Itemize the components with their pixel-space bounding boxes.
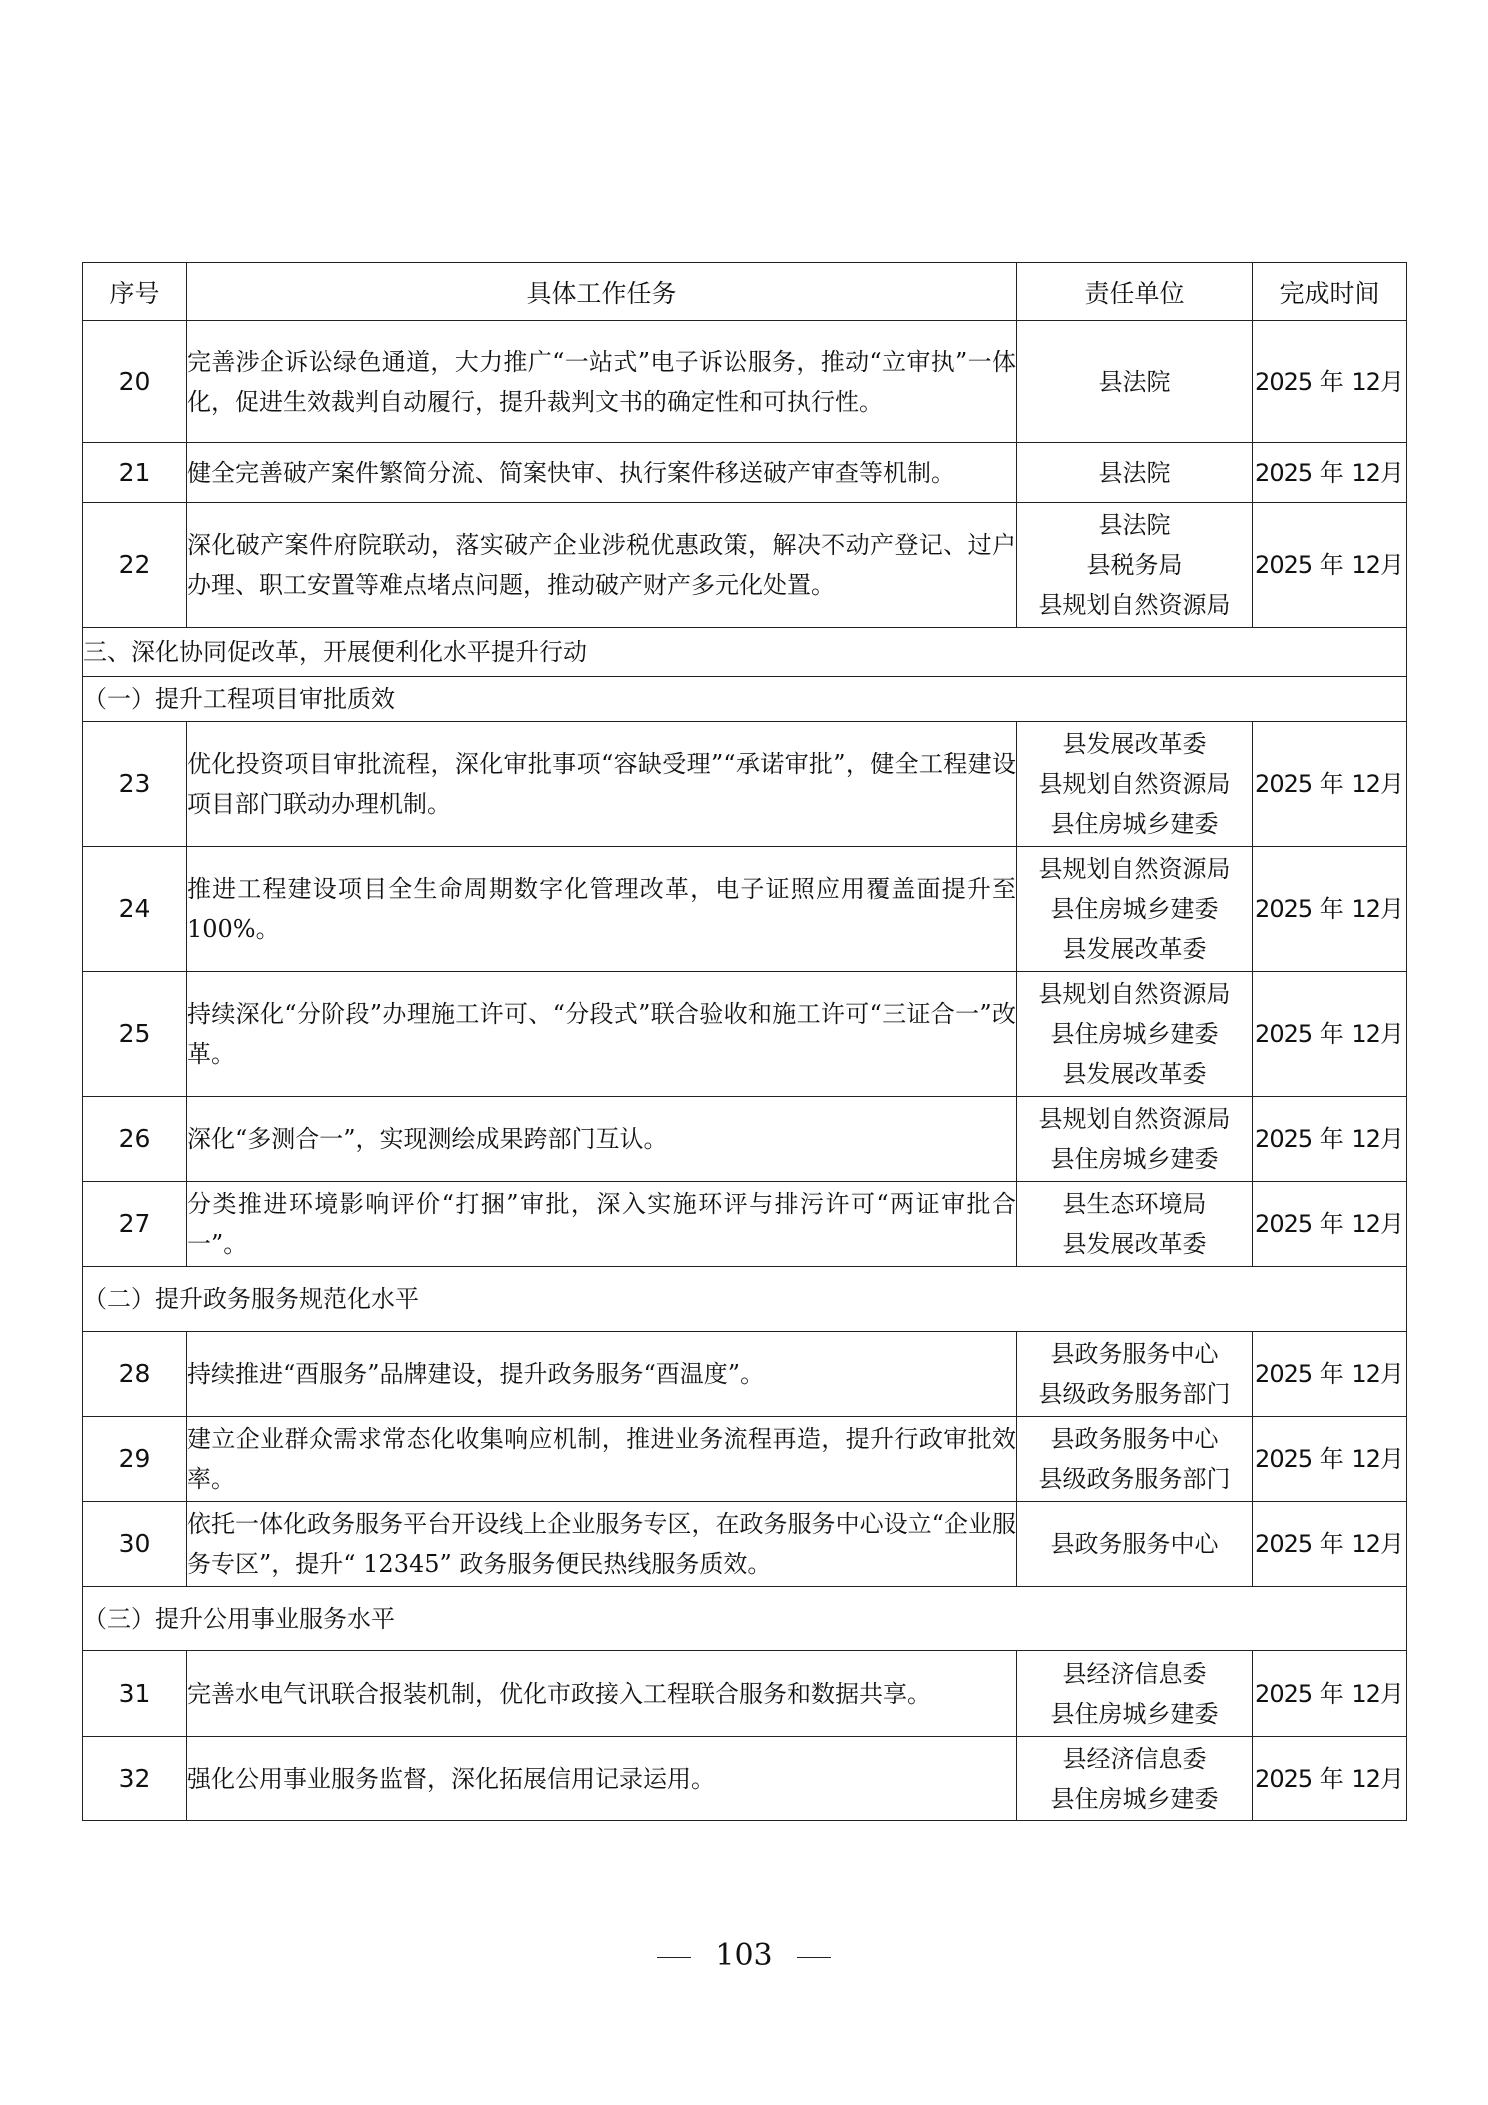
responsible-units [1017, 1417, 1253, 1502]
task-description: 强化公用事业服务监督，深化拓展信用记录运用。 [187, 1737, 1017, 1821]
responsible-unit: 县法院 [1098, 511, 1171, 539]
task-number: 31 [83, 1651, 187, 1737]
time-year: 2025 [1255, 770, 1313, 798]
page-number: 103 [715, 1938, 773, 1973]
completion-time [1253, 1502, 1407, 1587]
responsible-unit: 县规划自然资源局 [1038, 855, 1231, 883]
task-description: 深化“多测合一”，实现测绘成果跨部门互认。 [187, 1097, 1017, 1182]
responsible-unit: 县住房城乡建委 [1050, 1699, 1219, 1728]
time-month: 12 [1351, 1210, 1380, 1238]
table-row [83, 1417, 1407, 1502]
responsible-unit: 县经济信息委 [1062, 1744, 1207, 1773]
time-month: 12 [1351, 458, 1380, 487]
time-month-suffix: 月 [1379, 1679, 1404, 1708]
responsible-unit: 县政务服务中心 [1050, 1425, 1219, 1453]
page-footer [0, 1938, 1488, 1973]
responsible-units [1017, 722, 1253, 847]
responsible-unit: 县发展改革委 [1062, 730, 1207, 758]
time-month-suffix: 月 [1379, 1764, 1404, 1793]
section-heading: （三）提升公用事业服务水平 [83, 1587, 1407, 1651]
table-row [83, 443, 1407, 503]
responsible-unit: 县规划自然资源局 [1038, 1105, 1231, 1133]
responsible-unit: 县规划自然资源局 [1038, 591, 1231, 619]
responsible-unit: 县规划自然资源局 [1038, 980, 1231, 1008]
time-year-suffix: 年 [1319, 458, 1344, 487]
time-month: 12 [1351, 895, 1380, 923]
time-month: 12 [1351, 770, 1380, 798]
task-description: 深化破产案件府院联动，落实破产企业涉税优惠政策，解决不动产登记、过户办理、职工安置等难点堵点问题，推动破产财产多元化处置。 [187, 503, 1017, 628]
task-number: 22 [83, 503, 187, 628]
time-month: 12 [1351, 1445, 1380, 1473]
time-year: 2025 [1255, 1020, 1313, 1048]
responsible-unit: 县规划自然资源局 [1038, 770, 1231, 798]
time-year-suffix: 年 [1319, 1679, 1344, 1708]
time-year: 2025 [1255, 1360, 1313, 1388]
section-row [83, 1587, 1407, 1651]
time-year-suffix: 年 [1319, 551, 1344, 579]
task-table [82, 262, 1407, 1821]
time-month: 12 [1351, 1530, 1380, 1558]
responsible-units [1017, 1182, 1253, 1267]
time-month: 12 [1351, 1020, 1380, 1048]
section-heading: （二）提升政务服务规范化水平 [83, 1267, 1407, 1332]
task-number: 25 [83, 972, 187, 1097]
header-no: 序号 [83, 263, 187, 321]
completion-time [1253, 321, 1407, 443]
time-month: 12 [1351, 551, 1380, 579]
time-year: 2025 [1255, 1125, 1313, 1153]
completion-time [1253, 1182, 1407, 1267]
completion-time [1253, 1737, 1407, 1821]
time-month-suffix: 月 [1379, 367, 1404, 396]
task-description: 分类推进环境影响评价“打捆”审批，深入实施环评与排污许可“两证审批合一”。 [187, 1182, 1017, 1267]
header-task: 具体工作任务 [187, 263, 1017, 321]
section-row [83, 628, 1407, 677]
responsible-unit: 县法院 [1098, 367, 1171, 396]
responsible-units [1017, 1332, 1253, 1417]
time-month-suffix: 月 [1379, 895, 1404, 923]
table-row [83, 1737, 1407, 1821]
completion-time [1253, 1651, 1407, 1737]
completion-time [1253, 503, 1407, 628]
section-heading: 三、深化协同促改革，开展便利化水平提升行动 [83, 628, 1407, 677]
table-row [83, 1651, 1407, 1737]
completion-time [1253, 1332, 1407, 1417]
time-year-suffix: 年 [1319, 367, 1344, 396]
footer-dash-right [797, 1957, 831, 1958]
time-month-suffix: 月 [1379, 458, 1404, 487]
completion-time [1253, 972, 1407, 1097]
responsible-unit: 县级政务服务部门 [1038, 1380, 1231, 1408]
completion-time [1253, 847, 1407, 972]
time-month-suffix: 月 [1379, 1445, 1404, 1473]
responsible-unit: 县法院 [1098, 458, 1171, 487]
time-year: 2025 [1255, 367, 1313, 396]
time-year: 2025 [1255, 1210, 1313, 1238]
responsible-unit: 县住房城乡建委 [1050, 1784, 1219, 1813]
table-row [83, 847, 1407, 972]
time-year: 2025 [1255, 458, 1313, 487]
time-month: 12 [1351, 1360, 1380, 1388]
section-row [83, 1267, 1407, 1332]
time-year-suffix: 年 [1319, 770, 1344, 798]
responsible-units [1017, 1097, 1253, 1182]
responsible-units [1017, 443, 1253, 503]
responsible-unit: 县级政务服务部门 [1038, 1465, 1231, 1493]
task-number: 28 [83, 1332, 187, 1417]
time-year-suffix: 年 [1319, 1020, 1344, 1048]
task-number: 29 [83, 1417, 187, 1502]
table-row [83, 722, 1407, 847]
responsible-unit: 县政务服务中心 [1050, 1530, 1219, 1558]
time-month: 12 [1351, 367, 1380, 396]
responsible-unit: 县住房城乡建委 [1050, 1145, 1219, 1173]
time-year-suffix: 年 [1319, 1530, 1344, 1558]
time-year-suffix: 年 [1319, 1360, 1344, 1388]
time-year-suffix: 年 [1319, 1210, 1344, 1238]
task-description: 持续深化“分阶段”办理施工许可、“分段式”联合验收和施工许可“三证合一”改革。 [187, 972, 1017, 1097]
time-year: 2025 [1255, 551, 1313, 579]
responsible-units [1017, 847, 1253, 972]
table-row [83, 1182, 1407, 1267]
responsible-units [1017, 972, 1253, 1097]
time-month: 12 [1351, 1764, 1380, 1793]
table-row [83, 972, 1407, 1097]
task-description: 完善水电气讯联合报装机制，优化市政接入工程联合服务和数据共享。 [187, 1651, 1017, 1737]
responsible-unit: 县发展改革委 [1062, 1060, 1207, 1088]
time-year: 2025 [1255, 1530, 1313, 1558]
table-row [83, 321, 1407, 443]
time-month-suffix: 月 [1379, 1020, 1404, 1048]
responsible-unit: 县住房城乡建委 [1050, 895, 1219, 923]
table-row [83, 1332, 1407, 1417]
time-year: 2025 [1255, 1679, 1313, 1708]
task-description: 完善涉企诉讼绿色通道，大力推广“一站式”电子诉讼服务，推动“立审执”一体化，促进生效裁判自动履行，提升裁判文书的确定性和可执行性。 [187, 321, 1017, 443]
time-month-suffix: 月 [1379, 770, 1404, 798]
section-row [83, 677, 1407, 722]
completion-time [1253, 1097, 1407, 1182]
responsible-units [1017, 1502, 1253, 1587]
responsible-units [1017, 321, 1253, 443]
time-year: 2025 [1255, 1764, 1313, 1793]
time-year-suffix: 年 [1319, 1125, 1344, 1153]
table-body [83, 321, 1407, 1821]
section-heading: （一）提升工程项目审批质效 [83, 677, 1407, 722]
responsible-unit: 县税务局 [1086, 551, 1183, 579]
task-description: 依托一体化政务服务平台开设线上企业服务专区，在政务服务中心设立“企业服务专区”，提升“ 12345” 政务服务便民热线服务质效。 [187, 1502, 1017, 1587]
task-number: 23 [83, 722, 187, 847]
time-year-suffix: 年 [1319, 895, 1344, 923]
time-year: 2025 [1255, 1445, 1313, 1473]
responsible-unit: 县政务服务中心 [1050, 1340, 1219, 1368]
responsible-unit: 县生态环境局 [1062, 1190, 1207, 1218]
footer-dash-left [657, 1957, 691, 1958]
time-month-suffix: 月 [1379, 1210, 1404, 1238]
table-header-row [83, 263, 1407, 321]
task-description: 推进工程建设项目全生命周期数字化管理改革，电子证照应用覆盖面提升至 100%。 [187, 847, 1017, 972]
completion-time [1253, 722, 1407, 847]
time-month-suffix: 月 [1379, 551, 1404, 579]
responsible-unit: 县发展改革委 [1062, 1230, 1207, 1258]
task-number: 30 [83, 1502, 187, 1587]
task-description: 健全完善破产案件繁简分流、简案快审、执行案件移送破产审查等机制。 [187, 443, 1017, 503]
table-row [83, 1502, 1407, 1587]
task-number: 26 [83, 1097, 187, 1182]
responsible-unit: 县发展改革委 [1062, 935, 1207, 963]
task-number: 24 [83, 847, 187, 972]
table-row [83, 1097, 1407, 1182]
time-month-suffix: 月 [1379, 1360, 1404, 1388]
responsible-units [1017, 1737, 1253, 1821]
responsible-unit: 县住房城乡建委 [1050, 1020, 1219, 1048]
header-time: 完成时间 [1253, 263, 1407, 321]
task-description: 优化投资项目审批流程，深化审批事项“容缺受理”“承诺审批”，健全工程建设项目部门联动办理机制。 [187, 722, 1017, 847]
time-year-suffix: 年 [1319, 1445, 1344, 1473]
responsible-unit: 县住房城乡建委 [1050, 810, 1219, 838]
responsible-unit: 县经济信息委 [1062, 1659, 1207, 1688]
task-description: 持续推进“酉服务”品牌建设，提升政务服务“酉温度”。 [187, 1332, 1017, 1417]
time-month: 12 [1351, 1679, 1380, 1708]
time-month-suffix: 月 [1379, 1530, 1404, 1558]
completion-time [1253, 443, 1407, 503]
time-month: 12 [1351, 1125, 1380, 1153]
task-number: 27 [83, 1182, 187, 1267]
time-month-suffix: 月 [1379, 1125, 1404, 1153]
time-year: 2025 [1255, 895, 1313, 923]
task-number: 20 [83, 321, 187, 443]
task-description: 建立企业群众需求常态化收集响应机制，推进业务流程再造，提升行政审批效率。 [187, 1417, 1017, 1502]
header-unit: 责任单位 [1017, 263, 1253, 321]
task-number: 32 [83, 1737, 187, 1821]
task-number: 21 [83, 443, 187, 503]
completion-time [1253, 1417, 1407, 1502]
responsible-units [1017, 503, 1253, 628]
time-year-suffix: 年 [1319, 1764, 1344, 1793]
responsible-units [1017, 1651, 1253, 1737]
table-row [83, 503, 1407, 628]
